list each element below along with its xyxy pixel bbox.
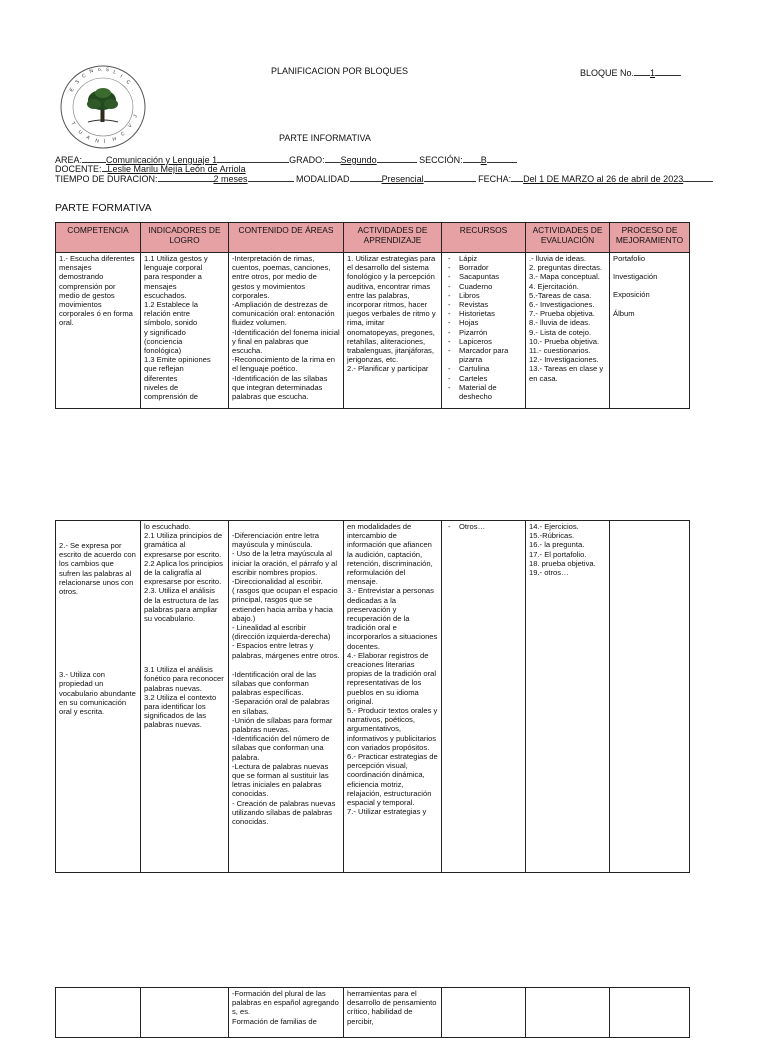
- header-indicadores: INDICADORES DE LOGRO: [141, 223, 229, 253]
- svg-text:V: V: [127, 122, 134, 130]
- header-contenido: CONTENIDO DE ÁREAS: [229, 223, 344, 253]
- planning-table-page-3: [55, 987, 690, 1038]
- list-item: - Pizarrón: [445, 328, 522, 337]
- header-recursos: RECURSOS: [442, 223, 526, 253]
- svg-text:o.: o.: [97, 66, 103, 73]
- planning-table-page-1: [55, 222, 690, 409]
- svg-text:I: I: [119, 73, 124, 80]
- list-item: - Cuaderno: [445, 282, 522, 291]
- indicadores-3: 3.1 Utiliza el análisis fonético para reconocer palabras nuevas. 3.2 Utiliza el contexto para identificar los significados de las palabras nuevas.: [144, 665, 224, 730]
- tiempo-label: TIEMPO DE DURACION:: [55, 174, 158, 184]
- contenido-2: -Diferenciación entre letra mayúscula y minúscula. - Uso de la letra mayúscula al iniciar la oración, el párrafo y al escribir nombres propios. -Direccionalidad al escribir. ( rasgos que ocupan el espacio principal, rasgos que se extienden hacia arriba y hacia abajo.) - Linealidad al escribir (dirección izquierda-derecha) - Espacios entre letras y palabras, márgenes entre otros.: [232, 531, 340, 660]
- list-item: - Lápiz: [445, 254, 522, 263]
- area-value: Comunicación y Lenguaje 1: [106, 155, 218, 165]
- recursos-list: [445, 522, 522, 531]
- competencia-2: 2.- Se expresa por escrito de acuerdo con los cambios que sufren las palabras al relacionarse unos con otros.: [59, 541, 136, 597]
- cell-indicadores: 1.1 Utiliza gestos y lenguaje corporal para responder a mensajes escuchados. 1.2 Establece la relación entre símbolo, sonido y significado (conciencia fonológica) 1.3 Emite opiniones que reflejan diferentes niveles de comprensión de: [141, 253, 229, 409]
- list-item: - Lapiceros: [445, 337, 522, 346]
- list-item: - Cartulina: [445, 364, 522, 373]
- cell-recursos: [442, 253, 526, 409]
- seccion-value: B: [480, 155, 487, 165]
- cell-competencia: [56, 521, 141, 873]
- grado-label: GRADO:: [289, 155, 325, 165]
- fecha-label: FECHA:: [478, 174, 512, 184]
- planning-table-page-2: [55, 520, 690, 873]
- bloque-value: 1: [650, 68, 656, 78]
- bloque-number: [580, 66, 681, 78]
- list-item: Investigación: [613, 272, 658, 282]
- svg-text:T: T: [69, 120, 77, 127]
- svg-text:C: C: [124, 79, 132, 86]
- tiempo-line: [55, 172, 713, 184]
- tree-seal-icon: [58, 62, 148, 152]
- svg-text:L: L: [112, 69, 117, 76]
- cell-recursos: [442, 521, 526, 873]
- cell-indicadores: [141, 988, 229, 1038]
- section-parte-informativa: PARTE INFORMATIVA: [279, 133, 371, 143]
- list-item: Exposición: [613, 290, 650, 300]
- cell-competencia: 1.- Escucha diferentes mensajes demostrando comprensión por medio de gestos movimientos corporales ó en forma oral.: [56, 253, 141, 409]
- table-row: [56, 521, 690, 873]
- list-item: - Otros…: [445, 522, 522, 531]
- cell-evaluacion: [526, 988, 610, 1038]
- cell-mejoramiento: [610, 988, 690, 1038]
- list-item: - Sacapuntas: [445, 272, 522, 281]
- svg-text:U: U: [76, 129, 84, 136]
- cell-actividades: en modalidades de intercambio de información que afiancen la audición, captación, retención, discriminación, reformulación del mensaje. 3.- Entrevistar a personas dedicadas a la preservación y recuperación de la tradición oral e incorporarlos a situaciones docentes. 4.- Elaborar registros de creaciones literarias propias de la tradición oral representativas de los pueblos en su idioma original. 5.- Producir textos orales y narrativos, poéticos, argumentativos, informativos y publicitarios con variados propósitos. 6.- Practicar estrategias de percepción visual, coordinación dinámica, eficiencia motriz, relajación, estructuración espacial y temporal. 7.- Utilizar estrategias y: [344, 521, 442, 873]
- header-evaluacion: ACTIVIDADES DE EVALUACIÓN: [526, 223, 610, 253]
- header-actividades: ACTIVIDADES DE APRENDIZAJE: [344, 223, 442, 253]
- svg-text:.: .: [130, 87, 137, 93]
- svg-text:I: I: [104, 139, 106, 145]
- fecha-value: Del 1 DE MARZO al 26 de abril de 2023: [523, 174, 684, 184]
- cell-contenido: -Formación del plural de las palabras en español agregando s, es. Formación de familias de: [229, 988, 344, 1038]
- list-item: - Material de deshecho: [445, 383, 522, 401]
- table-header-row: [56, 223, 690, 253]
- school-seal-logo: [58, 62, 148, 152]
- cell-contenido: [229, 521, 344, 873]
- grado-value: Segundo: [340, 155, 377, 165]
- table-row: [56, 253, 690, 409]
- cell-mejoramiento: [610, 253, 690, 409]
- svg-text:N: N: [88, 68, 95, 75]
- header-competencia: COMPETENCIA: [56, 223, 141, 253]
- svg-text:A: A: [85, 134, 91, 142]
- seccion-label: SECCIÓN:: [419, 155, 463, 165]
- indicadores-2: lo escuchado. 2.1 Utiliza principios de gramática al expresarse por escrito. 2.2 Aplica los principios de la caligrafía al expresarse por escrito. 2.3. Utiliza el análisis de la estructura de las palabras para ampliar su vocabulario.: [144, 522, 223, 624]
- list-item: - Libros: [445, 291, 522, 300]
- recursos-list: [445, 254, 522, 406]
- list-item: - Borrador: [445, 263, 522, 272]
- header-mejoramiento: PROCESO DE MEJORAMIENTO: [610, 223, 690, 253]
- cell-competencia: [56, 988, 141, 1038]
- competencia-3: 3.- Utiliza con propiedad un vocabulario abundante en su comunicación oral y escrita.: [59, 670, 136, 717]
- svg-text:5: 5: [105, 67, 110, 74]
- cell-contenido: -Interpretación de rimas, cuentos, poemas, canciones, entre otros, por medio de gestos y movimientos corporales. -Ampliación de destrezas de comunicación oral: entonación fluidez volumen. -Identificación del fonema inicial y final en palabras que escucha. -Reconocimiento de la rima en el lenguaje poético. -Identificación de las sílabas que integran determinadas palabras que escucha.: [229, 253, 344, 409]
- cell-evaluacion: .- lluvia de ideas. 2. preguntas directas. 3.- Mapa conceptual. 4. Ejercitación. 5.-Tareas de casa. 6.- Investigaciones. 7.- Prueba objetiva. 8.- lluvia de ideas. 9.- Lista de cotejo. 10.- Prueba objetiva. 11.- cuestionarios. 12.- Investigaciones. 13.- Tareas en clase y en casa.: [526, 253, 610, 409]
- docente-label: DOCENTE:: [55, 164, 102, 174]
- list-item: - Carteles: [445, 374, 522, 383]
- modalidad-label: MODALIDAD: [296, 174, 350, 184]
- table-row: [56, 988, 690, 1038]
- bloque-label: BLOQUE No.: [580, 68, 635, 78]
- list-item: Álbum: [613, 308, 635, 318]
- area-label: AREA:: [55, 155, 83, 165]
- cell-evaluacion: 14.- Ejercicios. 15.-Rúbricas. 16.- la pregunta. 17.- El portafolio. 18. prueba objetiva. 19.- otros…: [526, 521, 610, 873]
- cell-mejoramiento: [610, 521, 690, 873]
- list-item: - Historietas: [445, 309, 522, 318]
- tiempo-value: 2 meses: [213, 174, 248, 184]
- contenido-3: -Identificación oral de las sílabas que conforman palabras específicas. -Separación oral de palabras en sílabas. -Unión de sílabas para formar palabras nuevas. -Identificación del número de sílabas que conforman una palabra. -Lectura de palabras nuevas que se forman al sustituir las letras iniciales en palabras conocidas. - Creación de palabras nuevas utilizando sílabas de palabras conocidas.: [232, 669, 336, 827]
- list-item: Portafolio: [613, 254, 646, 263]
- svg-text:J: J: [132, 113, 139, 119]
- document-title: PLANIFICACION POR BLOQUES: [271, 66, 409, 76]
- list-item: - Revistas: [445, 300, 522, 309]
- svg-text:E: E: [68, 86, 76, 94]
- svg-text:H: H: [111, 136, 118, 143]
- docente-value: Leslie Marilu Mejía León de Arriola: [107, 164, 246, 174]
- list-item: - Hojas: [445, 318, 522, 327]
- svg-text:C: C: [120, 130, 127, 138]
- cell-indicadores: [141, 521, 229, 873]
- svg-text:N: N: [94, 138, 100, 145]
- modalidad-value: Presencial: [381, 174, 424, 184]
- cell-actividades: 1. Utilizar estrategias para el desarrollo del sistema fonológico y la percepción auditiva, encontrar rimas entre las palabras, incorporar ritmos, hacer juegos verbales de ritmo y rima, imitar onomatopeyas, pregones, retahílas, aliteraciones, trabalenguas, jitanjáforas, jerigonzas, etc. 2.- Planificar y participar: [344, 253, 442, 409]
- svg-text:S: S: [74, 78, 81, 86]
- mejoramiento-list: [613, 254, 686, 318]
- list-item: - Marcador para pizarra: [445, 346, 522, 364]
- cell-recursos: [442, 988, 526, 1038]
- svg-text:C: C: [81, 72, 88, 80]
- cell-actividades: herramientas para el desarrollo de pensamiento crítico, habilidad de percibir,: [344, 988, 442, 1038]
- section-parte-formativa: PARTE FORMATIVA: [55, 202, 152, 214]
